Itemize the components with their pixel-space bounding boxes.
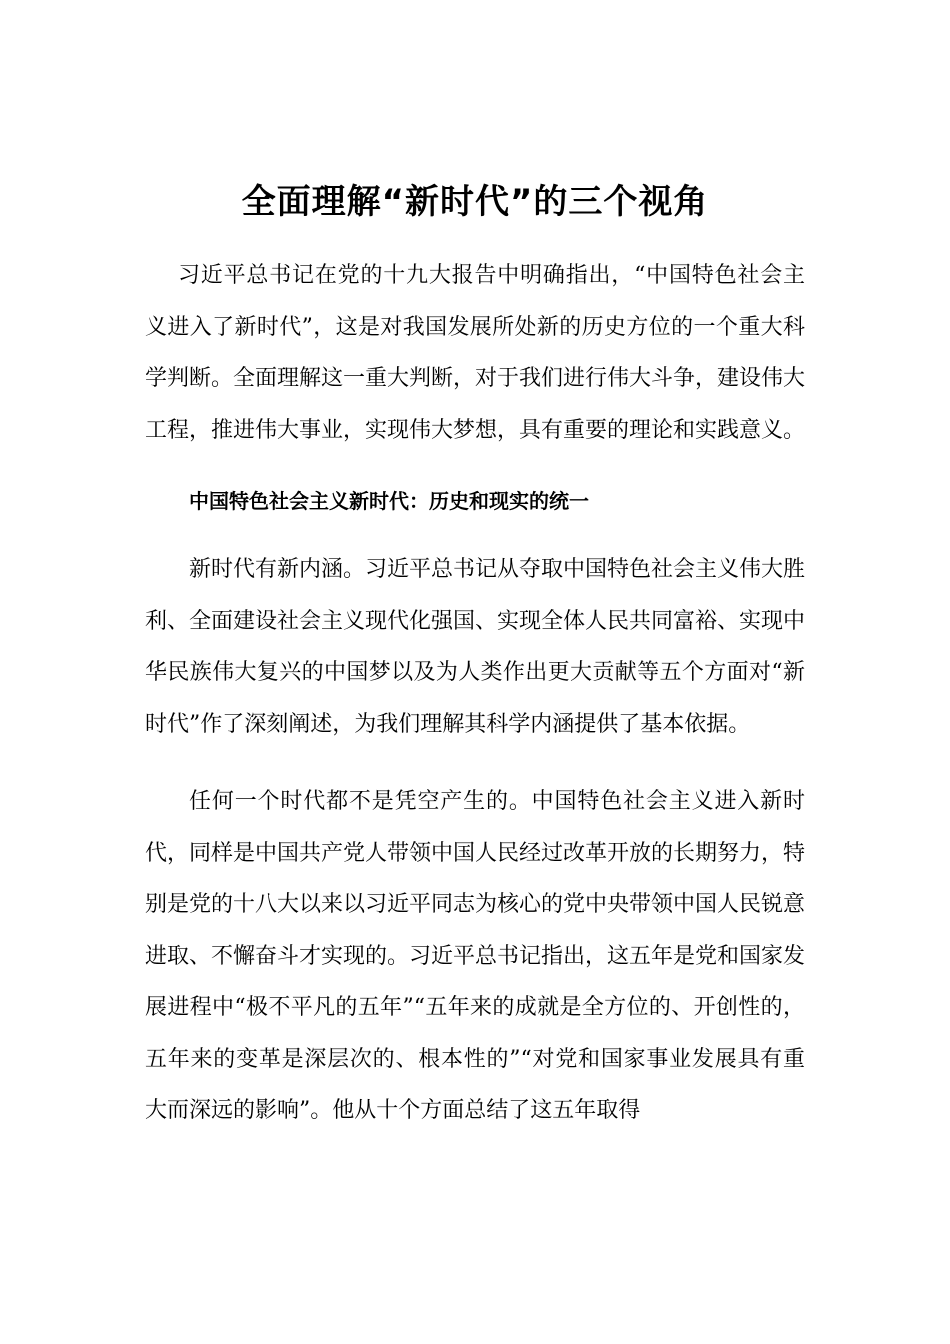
- body-paragraph-2: 任何一个时代都不是凭空产生的。中国特色社会主义进入新时代，同样是中国共产党人带领中国人民经过改革开放的长期努力，特别是党的十八大以来以习近平同志为核心的党中央带领中国人民锐意进取、不懈奋斗才实现的。习近平总书记指出，这五年是党和国家发展进程中“极不平凡的五年”“五年来的成就是全方位的、开创性的，五年来的变革是深层次的、根本性的”“对党和国家事业发展具有重大而深远的影响”。他从十个方面总结了这五年取得: [145, 789, 806, 1123]
- paragraph-spacer: [145, 750, 805, 776]
- body-paragraph-1: 新时代有新内涵。习近平总书记从夺取中国特色社会主义伟大胜利、全面建设社会主义现代化强国、实现全体人民共同富裕、实现中华民族伟大复兴的中国梦以及为人类作出更大贡献等五个方面对“新时代”作了深刻阐述，为我们理解其科学内涵提供了基本依据。: [145, 557, 806, 737]
- section-heading: 中国特色社会主义新时代：历史和现实的统一: [189, 489, 589, 513]
- intro-paragraph: 习近平总书记在党的十九大报告中明确指出，“中国特色社会主义进入了新时代”，这是对我国发展所处新的历史方位的一个重大科学判断。全面理解这一重大判断，对于我们进行伟大斗争，建设伟大工程，推进伟大事业，实现伟大梦想，具有重要的理论和实践意义。: [145, 263, 806, 443]
- document-body: [145, 250, 805, 1137]
- document-title: 全面理解“新时代”的三个视角: [241, 182, 709, 222]
